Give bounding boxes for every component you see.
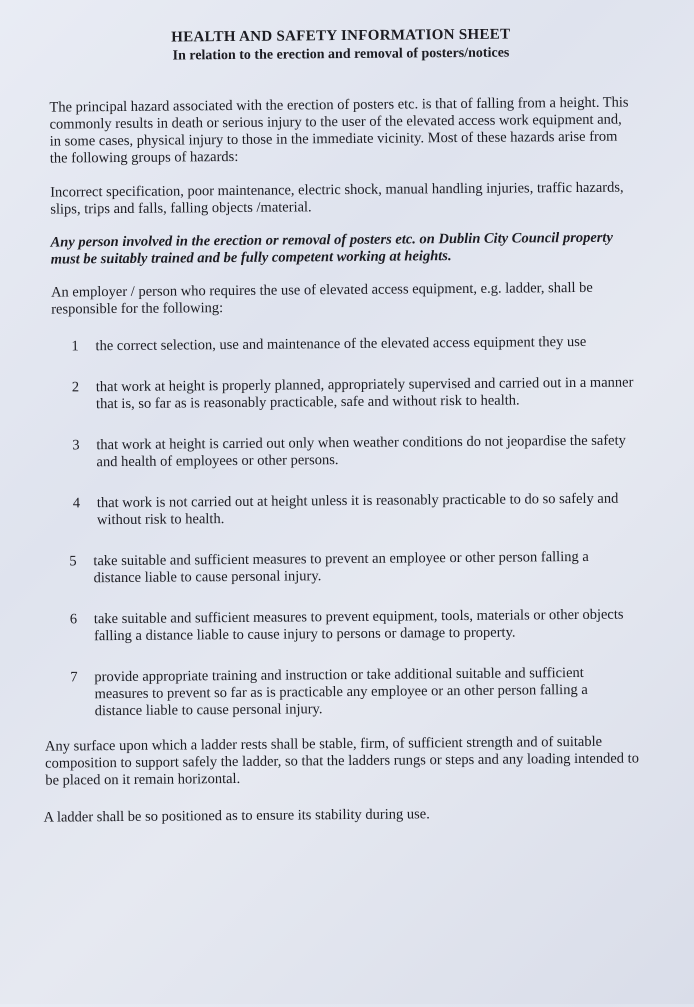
item-number: 6 <box>69 611 78 628</box>
list-item <box>69 548 637 587</box>
list-item <box>70 606 638 645</box>
item-number: 7 <box>70 669 78 686</box>
intro-paragraph: The principal hazard associated with the erection of posters etc. is that of falling from a height. This commonly results in death or serious injury to the user of the elevated access work equipment and, in some cases, physical injury to those in the immediate vicinity. Most of these hazards arise from the following groups of hazards: <box>49 94 629 167</box>
item-text: the correct selection, use and maintenance of the elevated access equipment they use <box>95 333 587 355</box>
item-number: 3 <box>72 437 80 454</box>
item-number: 2 <box>71 379 80 396</box>
responsibility-list <box>51 333 638 720</box>
list-item <box>72 432 636 471</box>
employer-paragraph: An employer / person who requires the use of elevated access equipment, e.g. ladder, shall be responsible for the following: <box>50 279 593 318</box>
item-text: provide appropriate training and instruction or take additional suitable and sufficient measures to prevent so far as is practicable any employee or an other person falling a distance liable to cause personal injury. <box>94 664 588 720</box>
item-number: 5 <box>69 553 77 570</box>
item-text: that work at height is properly planned, appropriately supervised and carried out in a manner that is, so far as is reasonably practicable, safe and without risk to health. <box>95 374 634 413</box>
list-item <box>71 333 635 355</box>
sheet-title: HEALTH AND SAFETY INFORMATION SHEET <box>171 26 511 46</box>
list-item <box>72 374 636 413</box>
item-text: take suitable and sufficient measures to prevent an employee or other person falling a distance liable to cause personal injury. <box>93 548 589 587</box>
item-text: take suitable and sufficient measures to prevent equipment, tools, materials or other objects falling a distance liable to cause injury to persons or damage to property. <box>93 606 624 645</box>
warning-paragraph: Any person involved in the erection or removal of posters etc. on Dublin City Council property must be suitably trained and be fully competent working at heights. <box>50 229 613 268</box>
ladder-paragraph: A ladder shall be so positioned as to ensure its stability during use. <box>43 806 430 826</box>
sheet-heading <box>49 25 633 65</box>
list-item <box>73 490 637 529</box>
item-text: that work is not carried out at height unless it is reasonably practicable to do so safely and without risk to health. <box>96 490 619 529</box>
item-number: 1 <box>71 338 79 355</box>
hazards-paragraph: Incorrect specification, poor maintenance, electric shock, manual handling injuries, traffic hazards, slips, trips and falls, falling objects /material. <box>50 179 624 218</box>
surface-paragraph: Any surface upon which a ladder rests shall be stable, firm, of sufficient strength and of suitable composition to support safely the ladder, so that the ladders rungs or steps and any loading intended to be placed on it remain horizontal. <box>44 733 640 789</box>
item-number: 4 <box>72 495 81 512</box>
sheet-subtitle: In relation to the erection and removal of posters/notices <box>172 45 510 64</box>
list-item <box>70 664 638 720</box>
item-text: that work at height is carried out only when weather conditions do not jeopardise the safety and health of employees or other persons. <box>96 432 626 471</box>
